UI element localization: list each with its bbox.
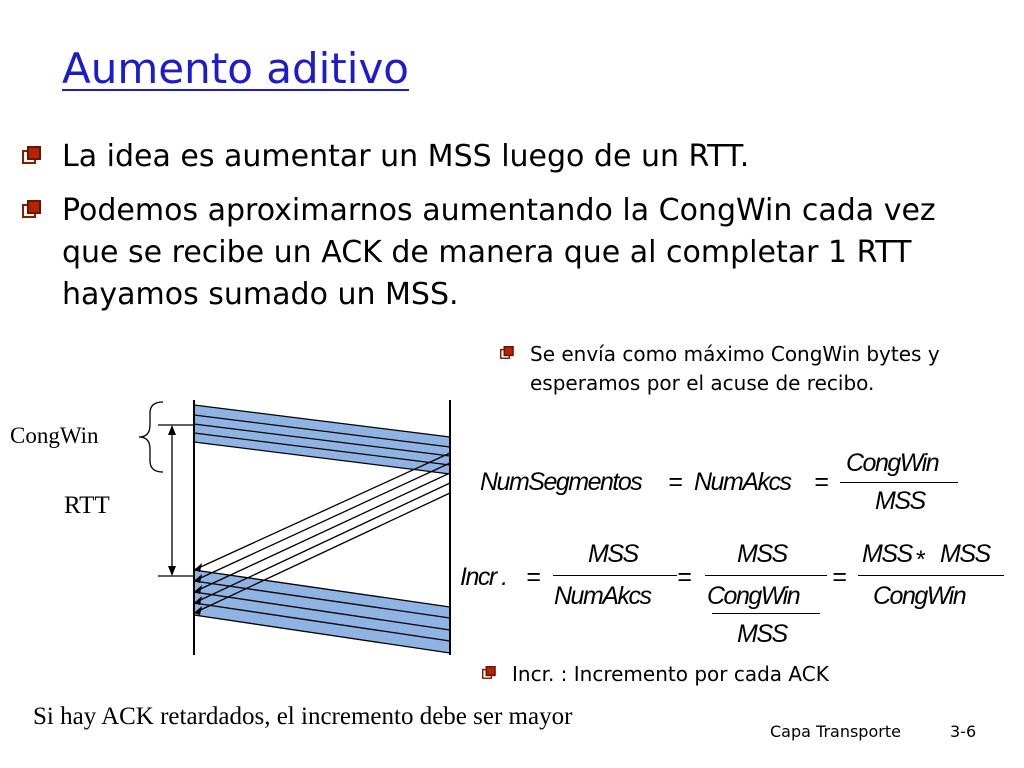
- eq1-denominator: MSS: [875, 487, 925, 515]
- slide-title: Aumento aditivo: [62, 44, 409, 93]
- square-bullet-icon: [482, 666, 498, 682]
- eq1-equals: =: [814, 468, 828, 496]
- square-bullet-icon: [22, 200, 44, 222]
- fraction-line: [858, 575, 1004, 576]
- rtt-arrow-icon: [158, 425, 194, 576]
- footer-page-number: 3-6: [950, 722, 977, 741]
- eq2-frac3-denominator: CongWin: [873, 582, 966, 610]
- eq1-lhs: NumSegmentos: [480, 468, 642, 496]
- eq1-mid: NumAkcs: [694, 468, 791, 496]
- eq1-equals: =: [668, 468, 682, 496]
- eq2-frac3-times: *: [916, 546, 925, 574]
- eq1-numerator: CongWin: [846, 449, 939, 477]
- bullet-text: La idea es aumentar un MSS luego de un RTT.: [62, 139, 750, 174]
- segment-band-bottom: [194, 570, 450, 653]
- congwin-label: CongWin: [10, 423, 99, 448]
- eq2-frac2-numerator: MSS: [737, 540, 787, 568]
- sub-bullet-text: Incr. : Incremento por cada ACK: [512, 662, 829, 686]
- segment-band-top: [194, 405, 450, 474]
- eq2-frac2-den-top: CongWin: [707, 582, 800, 610]
- brace-icon: [139, 402, 163, 472]
- eq2-frac2-den-bottom: MSS: [737, 620, 787, 648]
- eq2-frac1-numerator: MSS: [588, 540, 638, 568]
- eq2-lhs: Incr .: [460, 563, 507, 591]
- delayed-ack-note: Si hay ACK retardados, el incremento debe ser mayor: [33, 703, 573, 730]
- eq2-frac3-num-left: MSS: [862, 540, 912, 568]
- bullet-item: [22, 136, 1002, 178]
- sub-bullet-item: [500, 340, 970, 398]
- fraction-line: [553, 575, 677, 576]
- eq2-frac1-denominator: NumAkcs: [554, 582, 651, 610]
- bullet-item: [22, 190, 982, 316]
- eq2-equals: =: [677, 563, 691, 591]
- arrowhead-up-icon: [168, 425, 176, 435]
- square-bullet-icon: [22, 146, 44, 168]
- eq2-equals: =: [526, 563, 540, 591]
- footer-chapter-label: Capa Transporte: [770, 722, 901, 741]
- fraction-line: [705, 575, 827, 576]
- bullet-text: Podemos aproximarnos aumentando la CongWin cada vez que se recibe un ACK de manera que al completar 1 RTT hayamos sumado un MSS.: [62, 193, 936, 312]
- fraction-line: [712, 613, 820, 614]
- square-bullet-icon: [500, 346, 516, 362]
- sub-bullet-item: [482, 660, 982, 689]
- rtt-label: RTT: [64, 492, 110, 519]
- fraction-line: [840, 482, 958, 483]
- eq2-equals: =: [832, 563, 846, 591]
- sub-bullet-text: Se envía como máximo CongWin bytes y esperamos por el acuse de recibo.: [530, 342, 940, 395]
- arrowhead-down-icon: [168, 566, 176, 576]
- eq2-frac3-num-right: MSS: [940, 540, 990, 568]
